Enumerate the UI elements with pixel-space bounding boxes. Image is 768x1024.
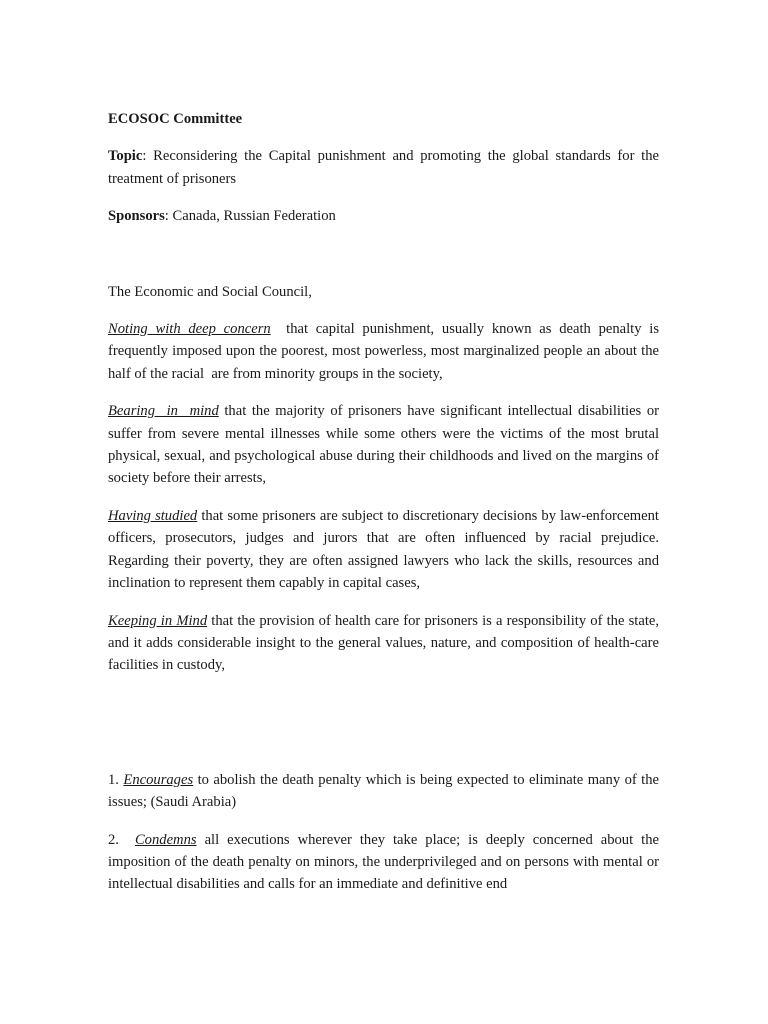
operative-phrase: Condemns (134, 831, 197, 848)
document-page (108, 108, 663, 911)
operative-clause (108, 829, 663, 896)
operative-number: 1. (108, 771, 124, 788)
sponsors-line (108, 205, 659, 227)
preambulatory-phrase: Having studied (108, 507, 198, 524)
operative-text: all executions wherever they take place; is deeply concerned about the imposition of the death penalty on minors, the underprivileged and on persons with mental or intellectual disabilities and calls for an immediate and definitive end (108, 831, 663, 893)
preambulatory-phrase: Keeping in Mind (108, 612, 208, 629)
committee-heading (108, 108, 659, 130)
topic-text: : Reconsidering the Capital punishment and promoting the global standards for the treatment of prisoners (108, 148, 659, 187)
operative-text: to abolish the death penalty which is being expected to eliminate many of the issues; (Saudi Arabia) (108, 771, 660, 811)
sponsors-text: : Canada, Russian Federation (164, 208, 336, 225)
operative-number: 2. (108, 831, 135, 848)
topic-line (108, 145, 659, 190)
preambulatory-text: that the majority of prisoners have significant intellectual disabilities or suffer from severe mental illnesses while some others were the victims of the most brutal physical, sexual, and psychological abuse during their childhoods and lived on the margins of society before their arrests, (108, 403, 659, 487)
preambulatory-text: that capital punishment, usually known as death penalty is frequently imposed upon the poorest, most powerless, most marginalized people an about the half of the racial are from minority groups in the society, (108, 321, 663, 382)
preambulatory-phrase: Bearing in mind (108, 403, 219, 420)
preambulatory-clause (108, 318, 663, 385)
preambulatory-clause (108, 505, 659, 595)
sponsors-label: Sponsors (108, 208, 165, 225)
operative-phrase: Encourages (123, 771, 194, 788)
opening-line: The Economic and Social Council, (108, 283, 312, 300)
committee-title: ECOSOC Committee (108, 111, 243, 127)
topic-label: Topic (108, 148, 143, 165)
preambulatory-clause (108, 400, 659, 490)
preambulatory-phrase: Noting with deep concern (108, 321, 271, 338)
preambulatory-text: that some prisoners are subject to discretionary decisions by law-enforcement officers, prosecutors, judges and jurors that are often influenced by racial prejudice. Regarding their poverty, they are often assigned lawyers who lack the skills, resources and inclination to represent them capably in capital cases, (108, 507, 659, 592)
operative-clause (108, 769, 659, 814)
preambulatory-text: that the provision of health care for prisoners is a responsibility of the state, and it adds considerable insight to the general values, nature, and composition of health-care facilities in custody, (108, 612, 660, 674)
preambulatory-clause (108, 610, 659, 677)
